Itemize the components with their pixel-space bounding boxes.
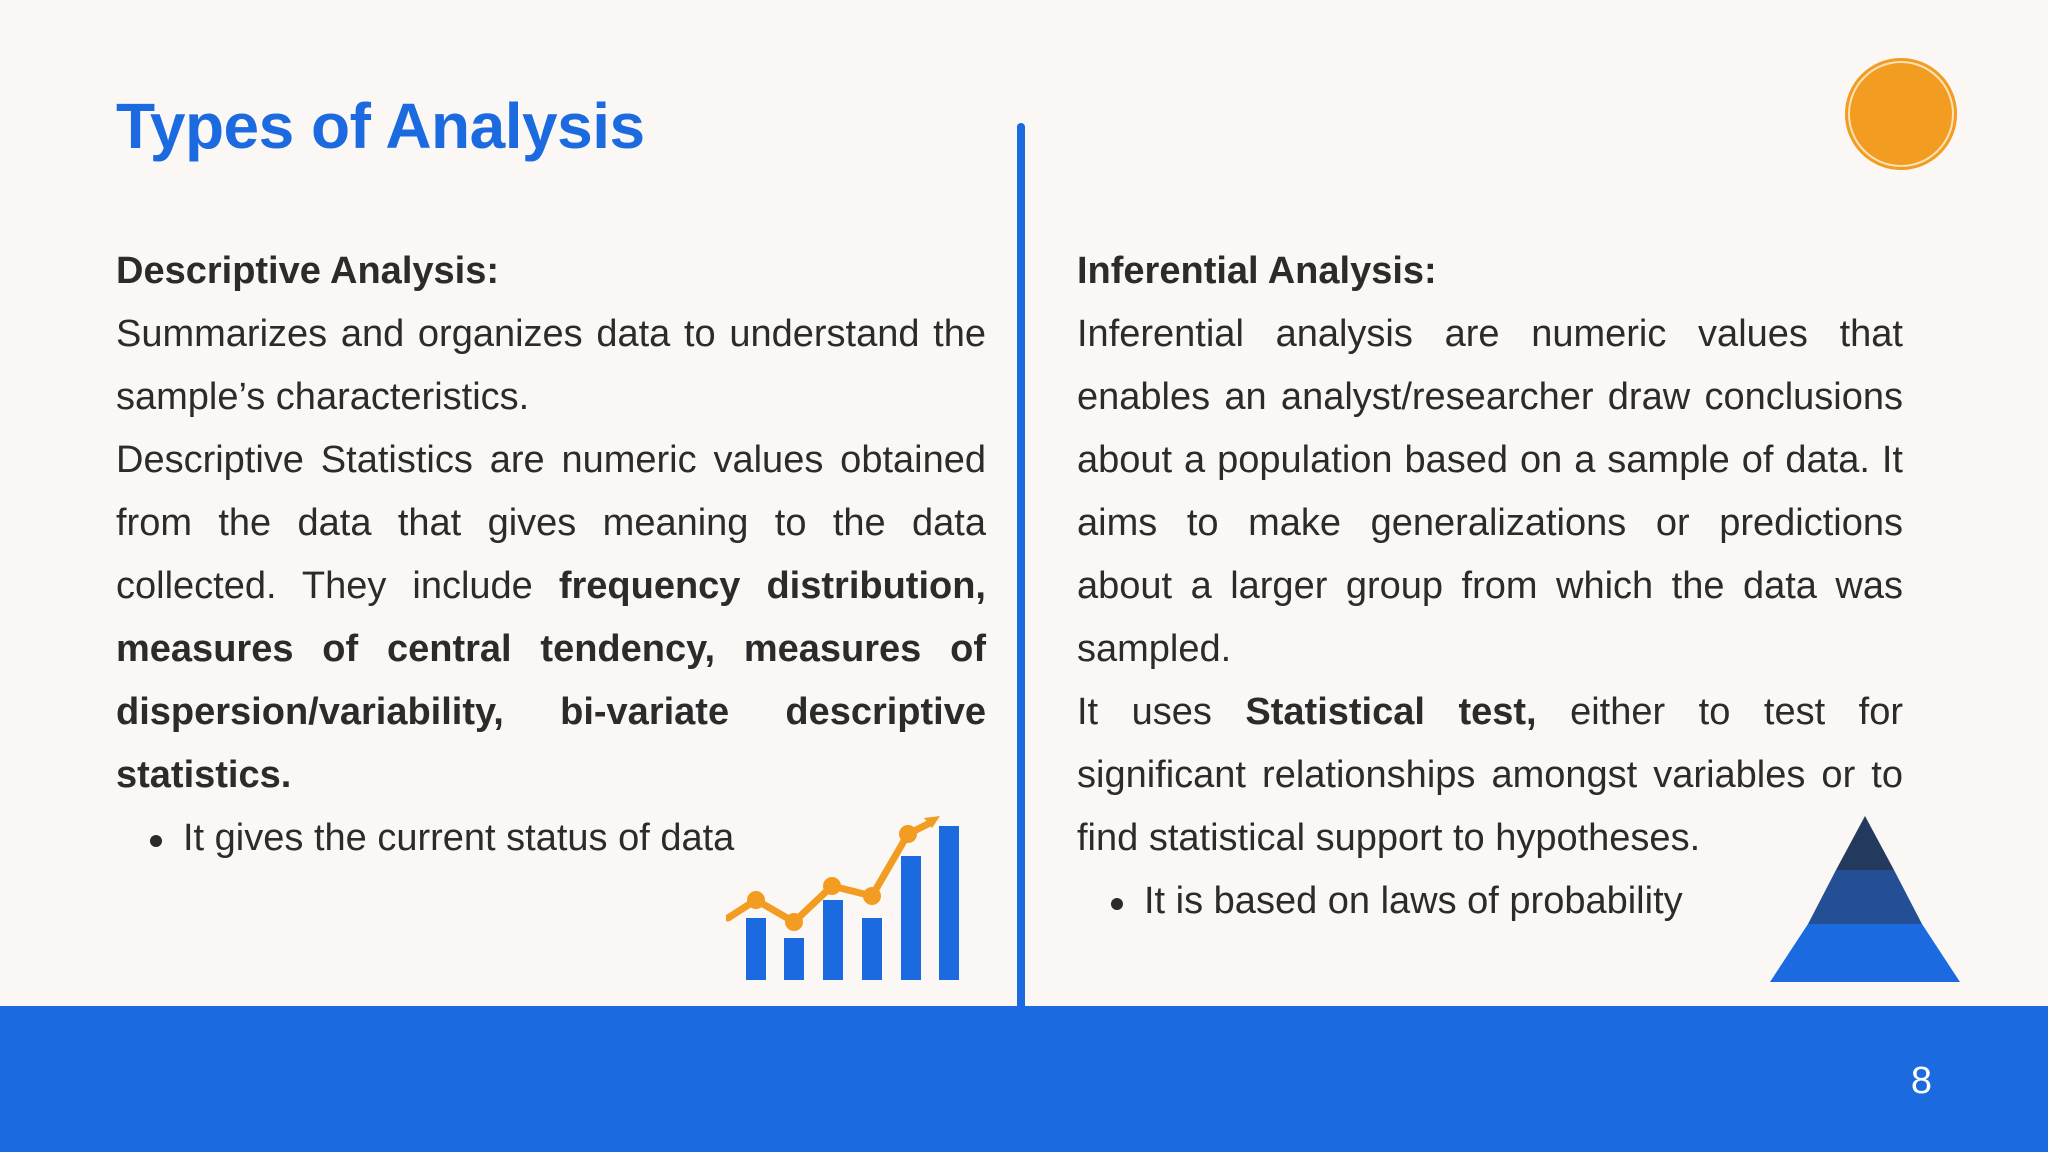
inferential-paragraph: Inferential analysis are numeric values that enables an analyst/researcher draw conclusions about a population based on a sample of data. It aims to make generalizations or predictions about a larger group from which the data was sampled. [1077,313,1903,670]
footer-bar [0,1006,2048,1152]
descriptive-paragraph-text: Descriptive Statistics are numeric values obtained from the data that gives meaning to the data collected. They include [116,439,986,607]
pyramid-base-tier [1770,924,1960,982]
chart-icon-bar [939,826,959,980]
inferential-analysis-heading: Inferential Analysis: [1077,250,1437,292]
chart-icon-bar [862,918,882,980]
descriptive-intro: Summarizes and organizes data to understand the sample’s characteristics. [116,313,986,418]
slide-title: Types of Analysis [116,90,645,162]
statistical-test-bold: Statistical test, [1245,691,1537,733]
descriptive-paragraph-bold: frequency distribution, measures of central tendency, measures of dispersion/variability, bi-variate descriptive statistics. [116,565,986,796]
column-divider [1017,123,1025,1009]
inferential-bullet-text: It is based on laws of probability [1144,880,1683,922]
chart-icon-bar [901,856,921,980]
chart-icon-point [823,877,841,895]
chart-icon-point [785,913,803,931]
pyramid-middle-tier [1808,870,1922,924]
descriptive-analysis-heading: Descriptive Analysis: [116,250,499,292]
page-number: 8 [1910,1060,1932,1102]
chart-icon-point [863,887,881,905]
statistical-test-text-start: It uses [1077,691,1246,733]
bar-line-chart-icon [726,814,964,984]
chart-icon-bar [746,918,766,980]
chart-icon-point [747,891,765,909]
pyramid-icon [1770,816,1960,982]
descriptive-paragraph [116,429,986,807]
descriptive-analysis-section [116,240,986,870]
chart-icon-point [899,825,917,843]
pyramid-top-tier [1836,816,1894,870]
descriptive-bullet-text: It gives the current status of data [183,817,735,859]
chart-icon-bar [784,938,804,980]
orange-circle-icon [1845,58,1957,170]
bullet-dot-icon [1111,898,1123,910]
bullet-dot-icon [150,835,162,847]
chart-icon-bar [823,900,843,980]
statistical-test-text-end: either to test for significant relationships amongst variables or to find statistical support to hypotheses. [1077,691,1903,859]
